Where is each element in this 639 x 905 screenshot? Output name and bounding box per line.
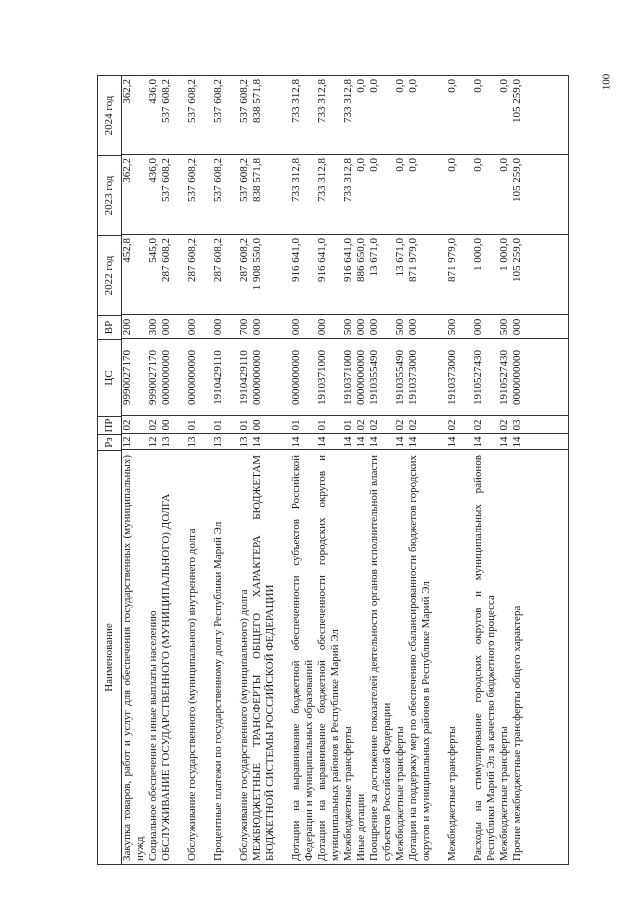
- cell-name: Межбюджетные трансферты: [394, 726, 406, 861]
- cell-name: Прочие межбюджетные трансферты общего характера: [511, 605, 523, 861]
- cell-y2024: 537 608,2: [238, 79, 250, 123]
- cell-vr: 000: [160, 318, 172, 336]
- cell-vr: 000: [212, 318, 224, 336]
- cell-pr: 03: [511, 419, 523, 431]
- cell-vr: 000: [355, 318, 367, 336]
- cell-pr: 01: [212, 419, 224, 431]
- budget-table: [97, 75, 569, 865]
- cell-cs: 1910371000: [342, 350, 354, 405]
- cell-y2022: 871 979,0: [446, 238, 458, 282]
- cell-name: Обслуживание государственного (муниципального) долга: [238, 589, 250, 861]
- cell-name: ОБСЛУЖИВАНИЕ ГОСУДАРСТВЕННОГО (МУНИЦИПАЛЬНОГО) ДОЛГА: [160, 493, 172, 861]
- cell-name: Закупка товаров, работ и услуг для обеспечения государственных (муниципальных) нужд: [121, 455, 146, 861]
- cell-y2022: 1 908 550,0: [251, 238, 263, 291]
- cell-rz: 13: [238, 436, 250, 448]
- cell-pr: 01: [186, 419, 198, 431]
- cell-y2023: 362,2: [121, 158, 133, 183]
- cell-y2023: 0,0: [407, 158, 419, 172]
- cell-vr: 700: [238, 318, 250, 336]
- cell-rz: 14: [407, 436, 419, 448]
- cell-y2022: 1 000,0: [472, 238, 484, 271]
- cell-y2022: 287 608,2: [238, 238, 250, 282]
- cell-y2024: 0,0: [368, 79, 380, 93]
- cell-y2024: 0,0: [498, 79, 510, 93]
- cell-vr: 000: [472, 318, 484, 336]
- cell-y2023: 436,0: [147, 158, 159, 183]
- cell-rz: 12: [121, 436, 133, 448]
- cell-y2022: 916 641,0: [342, 238, 354, 282]
- cell-y2022: 105 259,0: [511, 238, 523, 282]
- cell-y2023: 0,0: [355, 158, 367, 172]
- cell-y2023: 537 608,2: [160, 158, 172, 202]
- cell-y2024: 0,0: [407, 79, 419, 93]
- cell-pr: 01: [342, 419, 354, 431]
- cell-y2022: 287 608,2: [212, 238, 224, 282]
- cell-vr: 000: [186, 318, 198, 336]
- cell-y2022: 452,8: [121, 238, 133, 263]
- cell-cs: 0000000000: [160, 350, 172, 405]
- cell-rz: 14: [251, 436, 263, 448]
- cell-y2023: 0,0: [368, 158, 380, 172]
- cell-y2024: 838 571,8: [251, 79, 263, 123]
- cell-y2023: 733 312,8: [316, 158, 328, 202]
- cell-y2024: 0,0: [355, 79, 367, 93]
- cell-vr: 300: [147, 318, 159, 336]
- cell-pr: 02: [368, 419, 380, 431]
- cell-rz: 14: [446, 436, 458, 448]
- cell-cs: 0000000000: [355, 350, 367, 405]
- cell-cs: 0000000000: [511, 350, 523, 405]
- cell-y2023: 838 571,8: [251, 158, 263, 202]
- cell-y2024: 537 608,2: [212, 79, 224, 123]
- cell-pr: 00: [160, 419, 172, 431]
- cell-y2022: 287 608,2: [186, 238, 198, 282]
- cell-y2022: 916 641,0: [316, 238, 328, 282]
- cell-y2022: 545,0: [147, 238, 159, 263]
- cell-y2022: 1 000,0: [498, 238, 510, 271]
- cell-vr: 000: [368, 318, 380, 336]
- cell-name: Межбюджетные трансферты: [342, 726, 354, 861]
- cell-y2023: 0,0: [472, 158, 484, 172]
- cell-rz: 13: [186, 436, 198, 448]
- table-body: [121, 76, 568, 864]
- cell-vr: 500: [394, 318, 406, 336]
- cell-rz: 14: [368, 436, 380, 448]
- header-pr: ПР: [98, 416, 121, 434]
- cell-y2024: 733 312,8: [316, 79, 328, 123]
- cell-name: Дотации на поддержку мер по обеспечению сбалансированности бюджетов городских округов и муниципальных районов в Республике Марий Эл: [407, 455, 432, 861]
- cell-name: Межбюджетные трансферты: [498, 726, 510, 861]
- page-number-text: 100: [600, 73, 612, 91]
- cell-vr: 000: [511, 318, 523, 336]
- cell-name: Обслуживание государственного (муниципального) внутреннего долга: [186, 528, 198, 861]
- cell-pr: 02: [121, 419, 133, 431]
- header-2024: 2024 год: [103, 95, 115, 136]
- cell-name: Межбюджетные трансферты: [446, 726, 458, 861]
- cell-cs: 1910527430: [498, 350, 510, 405]
- cell-cs: 1910429110: [212, 350, 224, 405]
- cell-name: МЕЖБЮДЖЕТНЫЕ ТРАНСФЕРТЫ ОБЩЕГО ХАРАКТЕРА БЮДЖЕТАМ БЮДЖЕТНОЙ СИСТЕМЫ РОССИЙСКОЙ ФЕДЕРАЦИИ: [251, 455, 276, 861]
- cell-rz: 12: [147, 436, 159, 448]
- cell-pr: 02: [446, 419, 458, 431]
- header-rz: Рз: [98, 434, 121, 450]
- cell-rz: 13: [212, 436, 224, 448]
- cell-cs: 9990027170: [121, 350, 133, 405]
- cell-vr: 500: [342, 318, 354, 336]
- cell-vr: 000: [251, 318, 263, 336]
- page-number: [596, 72, 616, 92]
- cell-y2024: 537 608,2: [186, 79, 198, 123]
- cell-pr: 02: [147, 419, 159, 431]
- cell-rz: 14: [290, 436, 302, 448]
- header-vr: ВР: [98, 315, 121, 339]
- cell-cs: 1910373000: [407, 350, 419, 405]
- cell-y2024: 436,0: [147, 79, 159, 104]
- cell-y2023: 537 608,2: [238, 158, 250, 202]
- cell-rz: 14: [316, 436, 328, 448]
- cell-y2024: 733 312,8: [342, 79, 354, 123]
- cell-rz: 13: [160, 436, 172, 448]
- cell-rz: 14: [342, 436, 354, 448]
- cell-cs: 9990027170: [147, 350, 159, 405]
- cell-rz: 14: [498, 436, 510, 448]
- header-name: Наименование: [98, 450, 121, 864]
- cell-y2024: 362,2: [121, 79, 133, 104]
- table-wrapper: [97, 75, 569, 865]
- cell-pr: 01: [316, 419, 328, 431]
- cell-cs: 1910527430: [472, 350, 484, 405]
- cell-cs: 1910371000: [316, 350, 328, 405]
- header-cs: ЦС: [98, 339, 121, 416]
- cell-name: Расходы на стимулирование городских округов и муниципальных районов Республики Марий Эл за качество бюджетного процесса: [472, 455, 497, 861]
- cell-y2023: 733 312,8: [290, 158, 302, 202]
- cell-y2022: 13 671,0: [394, 238, 406, 277]
- cell-y2024: 0,0: [394, 79, 406, 93]
- cell-cs: 1910355490: [368, 350, 380, 405]
- cell-y2024: 733 312,8: [290, 79, 302, 123]
- cell-vr: 200: [121, 318, 133, 336]
- header-2022: 2022 год: [98, 235, 121, 315]
- cell-vr: 500: [446, 318, 458, 336]
- cell-name: Иные дотации: [355, 793, 367, 861]
- cell-name: Дотации на выравнивание бюджетной обеспеченности городских округов и муниципальных районов в Республике Марий Эл: [316, 455, 341, 861]
- cell-name: Социальное обеспечение и иные выплаты населению: [147, 610, 159, 861]
- cell-y2022: 287 608,2: [160, 238, 172, 282]
- cell-cs: 1910429110: [238, 350, 250, 405]
- cell-cs: 0000000000: [290, 350, 302, 405]
- cell-cs: 0000000000: [186, 350, 198, 405]
- cell-y2023: 537 608,2: [212, 158, 224, 202]
- cell-rz: 14: [355, 436, 367, 448]
- cell-name: Процентные платежи по государственному долгу Республики Марий Эл: [212, 521, 224, 861]
- cell-cs: 1910355490: [394, 350, 406, 405]
- cell-pr: 02: [407, 419, 419, 431]
- cell-rz: 14: [472, 436, 484, 448]
- cell-y2024: 0,0: [446, 79, 458, 93]
- table-header: [98, 76, 122, 864]
- cell-name: Поощрение за достижение показателей деятельности органов исполнительной власти субъектов Российской Федерации: [368, 455, 393, 861]
- cell-y2024: 105 259,0: [511, 79, 523, 123]
- cell-pr: 02: [472, 419, 484, 431]
- cell-pr: 00: [251, 419, 263, 431]
- cell-vr: 000: [407, 318, 419, 336]
- cell-y2023: 0,0: [498, 158, 510, 172]
- cell-y2022: 871 979,0: [407, 238, 419, 282]
- cell-cs: 0000000000: [251, 350, 263, 405]
- cell-vr: 000: [290, 318, 302, 336]
- cell-y2023: 0,0: [446, 158, 458, 172]
- cell-pr: 01: [290, 419, 302, 431]
- cell-vr: 000: [316, 318, 328, 336]
- cell-y2023: 537 608,2: [186, 158, 198, 202]
- cell-cs: 1910373000: [446, 350, 458, 405]
- cell-y2024: 537 608,2: [160, 79, 172, 123]
- cell-y2023: 0,0: [394, 158, 406, 172]
- cell-pr: 01: [238, 419, 250, 431]
- cell-y2023: 733 312,8: [342, 158, 354, 202]
- cell-pr: 02: [498, 419, 510, 431]
- cell-rz: 14: [394, 436, 406, 448]
- cell-rz: 14: [511, 436, 523, 448]
- cell-y2022: 13 671,0: [368, 238, 380, 277]
- cell-y2022: 886 650,0: [355, 238, 367, 282]
- cell-vr: 500: [498, 318, 510, 336]
- cell-y2024: 0,0: [472, 79, 484, 93]
- header-2023: 2023 год: [98, 155, 121, 235]
- cell-name: Дотации на выравнивание бюджетной обеспеченности субъектов Российской Федерации и муниципальных образований: [290, 455, 315, 861]
- cell-pr: 02: [394, 419, 406, 431]
- cell-pr: 02: [355, 419, 367, 431]
- cell-y2023: 105 259,0: [511, 158, 523, 202]
- cell-y2022: 916 641,0: [290, 238, 302, 282]
